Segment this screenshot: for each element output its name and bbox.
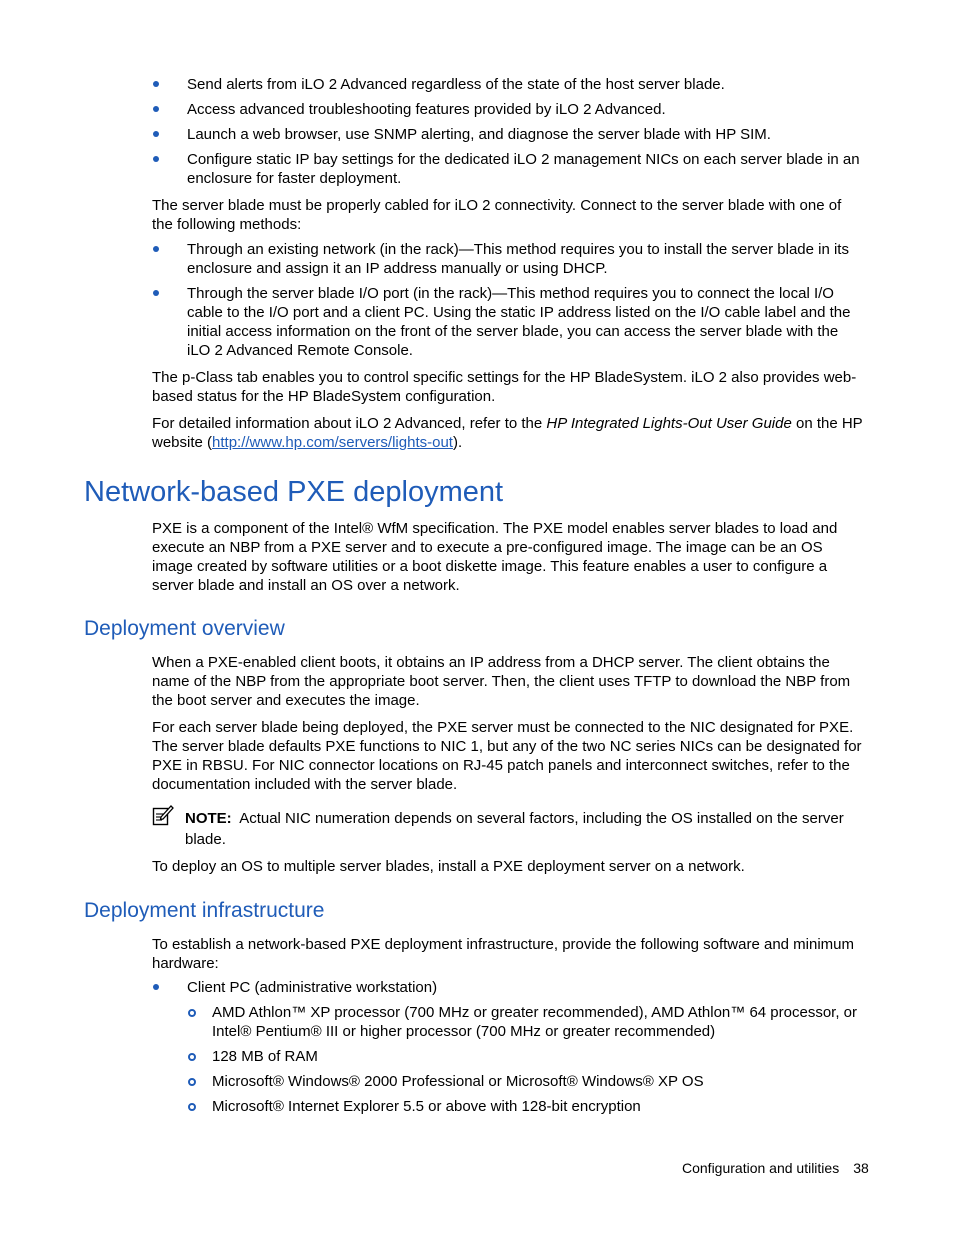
hp-website-link[interactable]: http://www.hp.com/servers/lights-out — [212, 434, 453, 451]
overview-paragraph-2: For each server blade being deployed, the PXE server must be connected to the NIC designated for PXE. The server blade defaults PXE functions to NIC 1, but any of the two NC series NICs can be designated for PXE in RBSU. For NIC connector locations on RJ-45 patch panels and interconnect switches, refer to the documentation included with the server blade. — [152, 719, 862, 793]
bullet-icon — [153, 106, 159, 112]
list-item: Launch a web browser, use SNMP alerting, and diagnose the server blade with HP SIM. — [152, 125, 864, 144]
circle-bullet-icon — [188, 1053, 196, 1061]
note-label: NOTE: — [185, 810, 232, 827]
list-item: Send alerts from iLO 2 Advanced regardless of the state of the host server blade. — [152, 75, 864, 94]
list-item: Through an existing network (in the rack)—This method requires you to install the server blade in its enclosure and assign it an IP address manually or using DHCP. — [152, 240, 864, 278]
infrastructure-bullet-list — [152, 978, 864, 1003]
feature-bullet-list — [152, 75, 864, 194]
circle-bullet-icon — [188, 1078, 196, 1086]
page-footer — [682, 1159, 869, 1178]
bullet-icon — [153, 131, 159, 137]
pxe-paragraph: PXE is a component of the Intel® WfM specification. The PXE model enables server blades to load and execute an NBP from a PXE server and to execute a pre-configured image. The image can be an OS image created by software utilities or a boot diskette image. This feature enables a user to configure a server blade and install an OS over a network. — [152, 520, 838, 594]
page-number: 38 — [853, 1160, 869, 1176]
pclass-paragraph: The p-Class tab enables you to control specific settings for the HP BladeSystem. iLO 2 also provides web-based status for the HP BladeSystem configuration. — [152, 369, 857, 405]
deploy-paragraph: To deploy an OS to multiple server blades, install a PXE deployment server on a network. — [152, 858, 745, 875]
bullet-icon — [153, 246, 159, 252]
list-item: Through the server blade I/O port (in the rack)—This method requires you to connect the local I/O cable to the I/O port and a client PC. Using the static IP address listed on the I/O cable label and the initial access information on the front of the server blade, you can access the server blade with the iLO 2 Advanced Remote Console. — [152, 284, 864, 360]
list-item: Microsoft® Windows® 2000 Professional or Microsoft® Windows® XP OS — [187, 1072, 867, 1091]
footer-section-title: Configuration and utilities — [682, 1160, 840, 1176]
bullet-icon — [153, 156, 159, 162]
subsection-heading-overview: Deployment overview — [84, 617, 285, 640]
method-bullet-list — [152, 240, 864, 366]
note-pencil-icon — [152, 804, 174, 826]
list-item: Access advanced troubleshooting features provided by iLO 2 Advanced. — [152, 100, 864, 119]
list-item: Configure static IP bay settings for the dedicated iLO 2 management NICs on each server blade in an enclosure for faster deployment. — [152, 150, 864, 188]
client-pc-requirements-list — [187, 1003, 867, 1122]
guide-title: HP Integrated Lights-Out User Guide — [546, 415, 792, 432]
bullet-icon — [153, 290, 159, 296]
note-callout — [185, 808, 865, 850]
list-item: AMD Athlon™ XP processor (700 MHz or greater recommended), AMD Athlon™ 64 processor, or Intel® Pentium® III or higher processor (700 MHz or greater recommended) — [187, 1003, 867, 1041]
bullet-icon — [153, 81, 159, 87]
detail-paragraph: For detailed information about iLO 2 Advanced, refer to the HP Integrated Lights-Out User Guide on the HP website (http://www.hp.com/servers/lights-out). — [152, 415, 863, 451]
note-text: Actual NIC numeration depends on several factors, including the OS installed on the server blade. — [185, 810, 844, 848]
cabling-paragraph: The server blade must be properly cabled for iLO 2 connectivity. Connect to the server blade with one of the following methods: — [152, 197, 842, 233]
list-item: Client PC (administrative workstation) — [152, 978, 864, 997]
overview-paragraph-1: When a PXE-enabled client boots, it obtains an IP address from a DHCP server. The client obtains the name of the NBP from the appropriate boot server. Then, the client uses TFTP to download the NBP from the boot server and executes the image. — [152, 654, 851, 709]
bullet-icon — [153, 984, 159, 990]
list-item: 128 MB of RAM — [187, 1047, 867, 1066]
circle-bullet-icon — [188, 1009, 196, 1017]
subsection-heading-infrastructure: Deployment infrastructure — [84, 899, 325, 922]
infrastructure-paragraph: To establish a network-based PXE deployment infrastructure, provide the following software and minimum hardware: — [152, 936, 855, 972]
circle-bullet-icon — [188, 1103, 196, 1111]
list-item: Microsoft® Internet Explorer 5.5 or above with 128-bit encryption — [187, 1097, 867, 1116]
section-heading: Network-based PXE deployment — [84, 476, 504, 508]
